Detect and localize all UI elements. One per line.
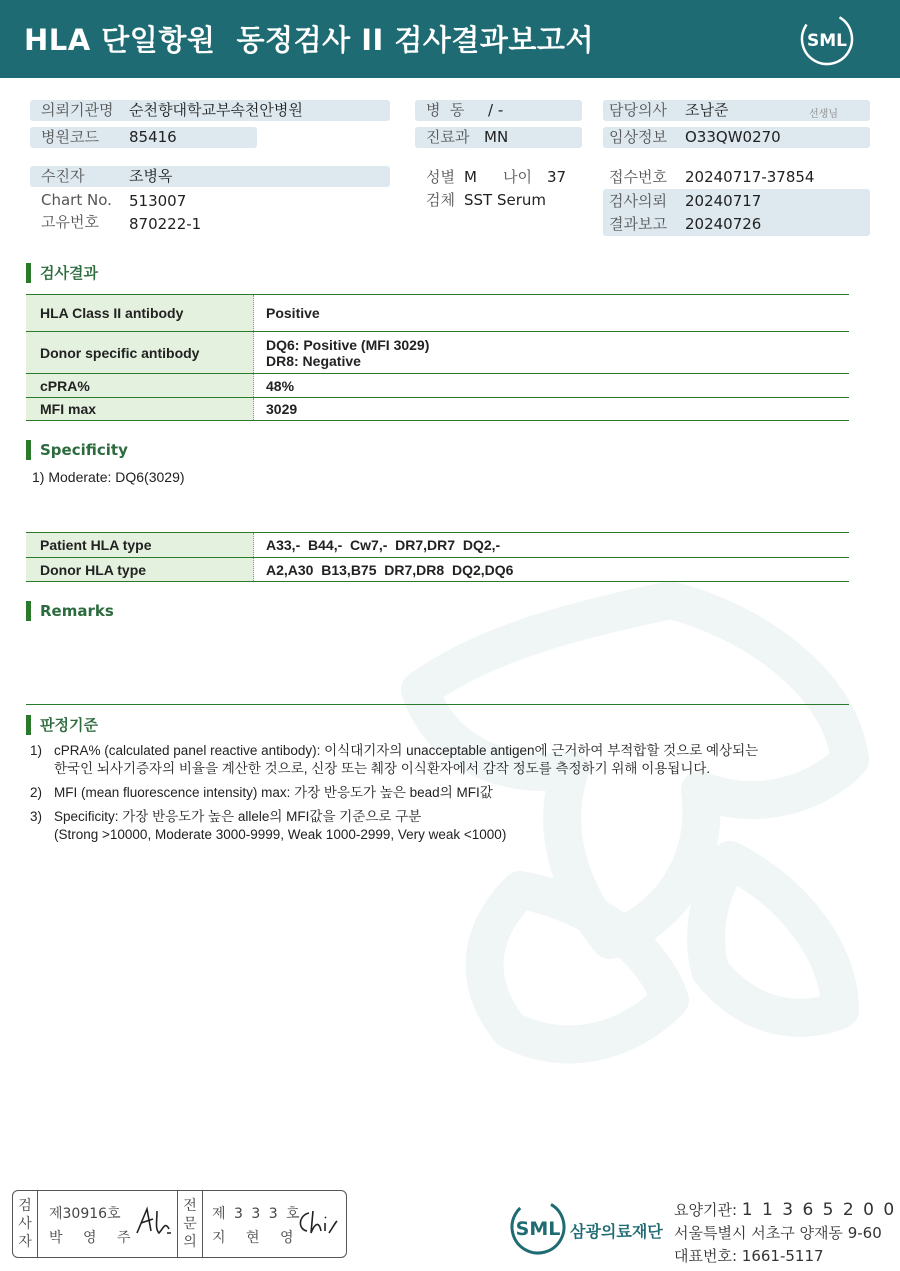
doctor-label: 담당의사	[609, 101, 667, 119]
hla-type-value: A2,A30 B13,B75 DR7,DR8 DQ2,DQ6	[266, 561, 514, 578]
age-value: 37	[547, 168, 567, 186]
results-row-value: 3029	[266, 401, 298, 417]
clinical-info-value: O33QW0270	[685, 128, 781, 146]
hla-type-label: Patient HLA type	[26, 533, 254, 557]
patient-value: 조병옥	[129, 167, 173, 185]
age-label: 나이	[503, 168, 532, 186]
clinical-info-label: 임상정보	[609, 128, 667, 146]
address: 서울특별시 서초구 양재동 9-60	[674, 1224, 882, 1242]
sex-value: M	[464, 168, 477, 186]
institution-value: 순천향대학교부속천안병원	[129, 101, 303, 119]
receipt-no-value: 20240717-37854	[685, 168, 815, 186]
results-row-label: HLA Class II antibody	[26, 295, 254, 331]
results-table	[26, 294, 849, 421]
phone	[674, 1245, 824, 1266]
criteria-list	[30, 742, 820, 850]
specificity-section-title: Specificity	[26, 440, 128, 460]
report-date-value: 20240726	[685, 215, 762, 233]
results-row-label: MFI max	[26, 398, 254, 420]
receipt-no-label: 접수번호	[609, 168, 667, 186]
examiner-number: 제30916호	[49, 1206, 121, 1222]
specialist-signature-icon	[295, 1207, 339, 1237]
unique-no-label: 고유번호	[41, 213, 99, 231]
examiner-name: 박 영 주	[49, 1230, 139, 1246]
doctor-suffix: 선생님	[809, 109, 838, 120]
results-row-value: DR8: Negative	[266, 352, 361, 369]
sml-footer-logo-icon	[508, 1198, 568, 1256]
hla-type-row-patient	[26, 532, 849, 558]
results-row-value: DQ6: Positive (MFI 3029)	[266, 336, 430, 353]
criteria-item-line: (Strong >10000, Moderate 3000-9999, Weak 1000-2999, Very weak <1000)	[54, 827, 507, 842]
criteria-item-line: MFI (mean fluorescence intensity) max: 가장 반응도가 높은 bead의 MFI값	[54, 785, 493, 800]
svg-text:SML: SML	[807, 31, 847, 51]
unique-no-value: 870222-1	[129, 215, 202, 233]
results-section-title: 검사결과	[26, 263, 98, 283]
sml-logo-icon	[800, 12, 854, 66]
request-date-label: 검사의뢰	[609, 192, 667, 210]
hospital-code-label: 병원코드	[41, 128, 99, 146]
specialist-name: 지 현 영	[212, 1230, 302, 1246]
report-date-label: 결과보고	[609, 215, 667, 233]
chart-no-value: 513007	[129, 192, 187, 210]
department-label: 진료과	[426, 128, 470, 146]
patient-label: 수진자	[41, 167, 85, 185]
results-row-class2	[26, 294, 849, 332]
hla-type-value: A33,- B44,- Cw7,- DR7,DR7 DQ2,-	[266, 537, 501, 553]
examiner-signature-icon	[133, 1205, 175, 1239]
request-date-value: 20240717	[685, 192, 762, 210]
specimen-value: SST Serum	[464, 191, 547, 209]
sex-label: 성별	[426, 168, 455, 186]
report-header	[0, 0, 900, 78]
hospital-code-value: 85416	[129, 128, 177, 146]
results-row-value: Positive	[266, 305, 320, 321]
results-row-label: Donor specific antibody	[26, 332, 254, 373]
criteria-item-line: cPRA% (calculated panel reactive antibody): 이식대기자의 unacceptable antigen에 근거하여 부적합할 것으로 예상되는	[54, 743, 759, 758]
results-row-mfi	[26, 398, 849, 421]
results-row-value: 48%	[266, 377, 295, 394]
facility-code-label: 요양기관:	[674, 1201, 738, 1219]
hla-type-label: Donor HLA type	[26, 558, 254, 581]
ward-value: / -	[488, 101, 504, 119]
specimen-label: 검체	[426, 191, 455, 209]
ward-label: 병 동	[426, 101, 465, 119]
results-row-dsa	[26, 332, 849, 374]
criteria-item-number: 2)	[30, 785, 43, 800]
chart-no-label: Chart No.	[41, 191, 112, 209]
criteria-item-number: 3)	[30, 809, 43, 824]
criteria-item	[30, 742, 820, 778]
institution-label: 의뢰기관명	[41, 101, 114, 119]
doctor-value: 조남준	[685, 101, 729, 119]
criteria-item-line: Specificity: 가장 반응도가 높은 allele의 MFI값을 기준으로 구분	[54, 809, 422, 824]
department-value: MN	[484, 128, 509, 146]
examiner-vertical-label: 검 사 자	[18, 1198, 32, 1250]
specificity-text: 1) Moderate: DQ6(3029)	[32, 469, 185, 485]
report-title: HLA 단일항원 동정검사 II 검사결과보고서	[24, 23, 594, 57]
results-row-cpra	[26, 374, 849, 398]
results-row-label: cPRA%	[26, 374, 254, 397]
facility-code	[674, 1199, 896, 1220]
facility-code-value: 1 1 3 6 5 2 0 0	[741, 1200, 897, 1220]
hla-type-table	[26, 532, 849, 582]
remarks-section-title: Remarks	[26, 601, 114, 621]
phone-value: 1661-5117	[741, 1247, 824, 1265]
hla-type-row-donor	[26, 558, 849, 582]
specialist-vertical-label: 전 문 의	[183, 1198, 197, 1250]
signature-divider	[37, 1191, 38, 1257]
phone-label: 대표번호:	[674, 1247, 738, 1265]
remarks-divider	[26, 704, 849, 705]
criteria-item-number: 1)	[30, 743, 43, 758]
signature-box	[12, 1190, 347, 1258]
criteria-item-line: 한국인 뇌사기증자의 비율을 계산한 것으로, 신장 또는 췌장 이식환자에서 감작 정도를 측정하기 위해 이용됩니다.	[54, 761, 711, 776]
criteria-section-title: 판정기준	[26, 715, 98, 735]
svg-text:SML: SML	[515, 1218, 561, 1240]
signature-divider	[202, 1191, 203, 1257]
criteria-item	[30, 808, 820, 844]
criteria-item	[30, 784, 820, 802]
org-name: 삼광의료재단	[570, 1222, 663, 1241]
specialist-number: 제 3 3 3 호	[212, 1206, 302, 1222]
